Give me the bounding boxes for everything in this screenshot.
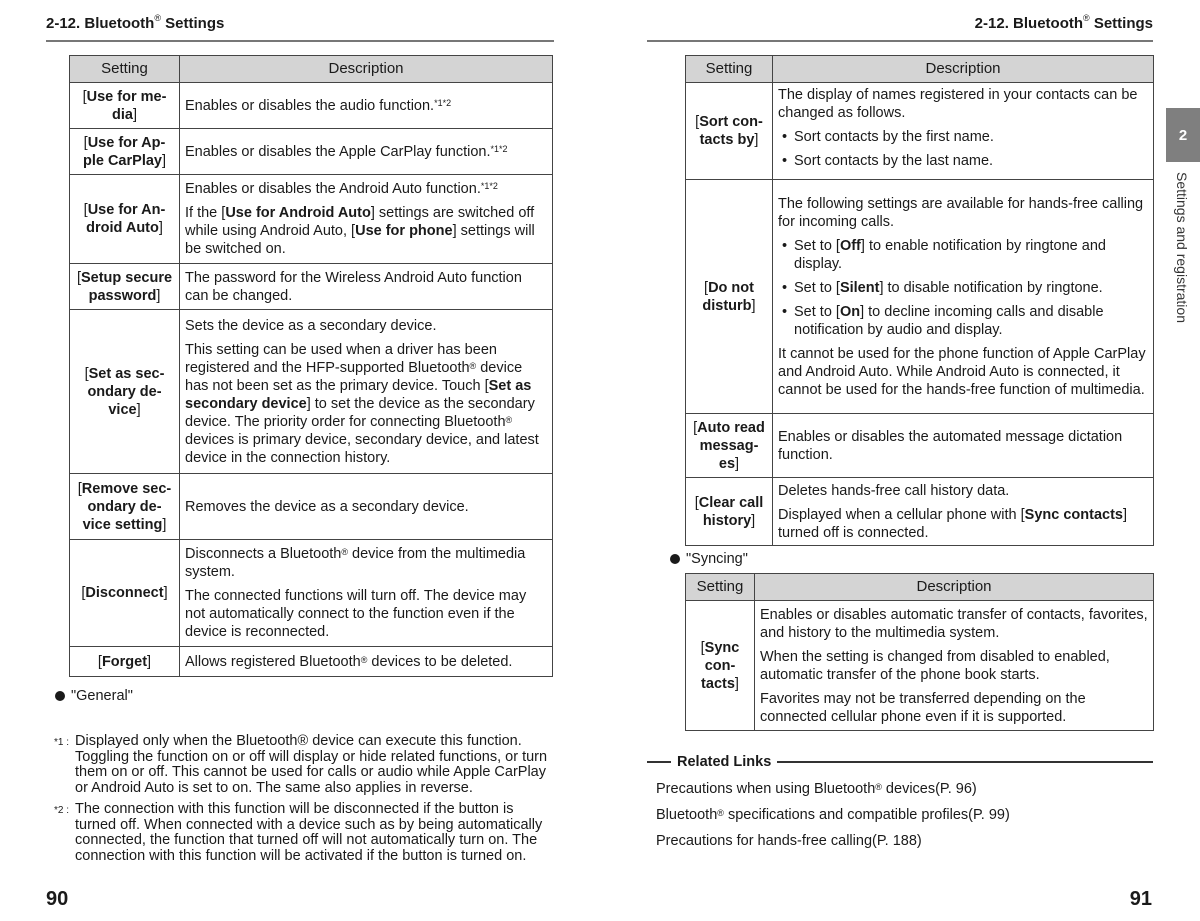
section-header: 2-12. Bluetooth® Settings <box>46 13 225 32</box>
setting-cell: [Disconnect] <box>70 540 180 647</box>
general-settings-table <box>69 55 553 677</box>
setting-cell: [Use for An- droid Auto] <box>70 175 180 264</box>
description-cell: Enables or disables the audio function.$^{*1*2}$ <box>180 83 553 129</box>
syncing-settings-table <box>685 573 1154 731</box>
description-cell: The display of names registered in your contacts can be changed as follows. • Sort contacts by the first name. • Sort contacts by the last name. <box>773 83 1154 180</box>
table-row <box>70 310 553 474</box>
table-header-row <box>686 56 1154 83</box>
right-page <box>600 0 1200 921</box>
option-list: • Set to [Off] to enable notification by ringtone and display. • Set to [Silent] to disable notification by ringtone. • Set to [On] to decline incoming calls and disable notification by audio and display. <box>778 237 1148 339</box>
related-link[interactable]: Precautions for hands-free calling(P. 188) <box>656 833 922 849</box>
table-row <box>70 175 553 264</box>
header-divider <box>46 40 554 42</box>
column-header-description: Description <box>773 56 1154 83</box>
table-row <box>70 264 553 310</box>
related-link[interactable]: Bluetooth® specifications and compatible profiles(P. 99) <box>656 807 1010 823</box>
column-header-description: Description <box>755 574 1154 601</box>
footnote-1: *1 : Displayed only when the Bluetooth® device can execute this function. Toggling the function on or off will display or hide related functions, or turn them on or off. This cannot be used for calls or audio while Apple CarPlay or Android Auto is set to on. The same also applies in reverse. <box>54 733 548 796</box>
chapter-tab[interactable]: 2 <box>1166 108 1200 162</box>
table-row <box>686 83 1154 180</box>
option-list: • Sort contacts by the first name. • Sort contacts by the last name. <box>778 128 1148 170</box>
setting-cell: [Remove sec- ondary de- vice setting] <box>70 474 180 540</box>
description-cell: The password for the Wireless Android Auto function can be changed. <box>180 264 553 310</box>
bullet-icon <box>670 554 680 564</box>
setting-cell: [Set as sec- ondary de- vice] <box>70 310 180 474</box>
setting-cell: [Sync con- tacts] <box>686 601 755 731</box>
table-row <box>70 647 553 677</box>
table-row <box>70 83 553 129</box>
setting-cell: [Use for me- dia] <box>70 83 180 129</box>
description-cell: Enables or disables automatic transfer of contacts, favorites, and history to the multimedia system. When the setting is changed from disabled to enabled, automatic transfer of the phone book starts. Favorites may not be transferred depending on the connected cellular phone even if it is supported. <box>755 601 1154 731</box>
table-row <box>70 129 553 175</box>
description-cell: Deletes hands-free call history data. Displayed when a cellular phone with [Sync contacts] turned off is connected. <box>773 478 1154 546</box>
table-row <box>70 540 553 647</box>
setting-cell: [Sort con- tacts by] <box>686 83 773 180</box>
bullet-icon <box>55 691 65 701</box>
setting-cell: [Use for Ap- ple CarPlay] <box>70 129 180 175</box>
setting-cell: [Auto read messag- es] <box>686 414 773 478</box>
phone-settings-table <box>685 55 1154 546</box>
setting-cell: [Clear call history] <box>686 478 773 546</box>
chapter-tab-label: Settings and registration <box>1174 172 1190 323</box>
section-header: 2-12. Bluetooth® Settings <box>974 13 1153 32</box>
column-header-description: Description <box>180 56 553 83</box>
page-number: 91 <box>1129 888 1152 910</box>
syncing-section-label: "Syncing" <box>670 551 748 567</box>
header-divider <box>647 40 1153 42</box>
related-links-heading: Related Links <box>647 754 1153 770</box>
setting-cell: [Setup secure password] <box>70 264 180 310</box>
description-cell: Sets the device as a secondary device. This setting can be used when a driver has been registered and the HFP-supported Bluetooth® device has not been set as the primary device. Touch [Set as secondary device] to set the device as the secondary device. The priority order for connecting Bluetooth® devices is primary device, secondary device, and latest device in the connection history. <box>180 310 553 474</box>
general-section-label: "General" <box>55 688 133 704</box>
table-row <box>686 478 1154 546</box>
table-row <box>686 601 1154 731</box>
description-cell: Removes the device as a secondary device. <box>180 474 553 540</box>
related-links <box>647 754 1153 854</box>
footnote-2: *2 : The connection with this function will be disconnected if the button is turned off. When connected with a device such as by being automatically connected, the function that turned off will not automatically turn on. The connection with this function will be activated if the button is turned on. <box>54 801 543 864</box>
column-header-setting: Setting <box>70 56 180 83</box>
description-cell: The following settings are available for hands-free calling for incoming calls. • Set to [Off] to enable notification by ringtone and display. • Set to [Silent] to disable notification by ringtone. • Set to [On] to decline incoming calls and disable notification by audio and display. It cannot be used for the phone function of Apple CarPlay and Android Auto. While Android Auto is connected, it cannot be used for the hands-free function of multimedia. <box>773 180 1154 414</box>
footnotes <box>54 734 554 870</box>
table-header-row <box>70 56 553 83</box>
page-number: 90 <box>46 888 69 910</box>
description-cell: Enables or disables the automated message dictation function. <box>773 414 1154 478</box>
description-cell: Enables or disables the Android Auto function.$^{*1*2}$ If the [Use for Android Auto] settings are switched off while using Android Auto, [Use for phone] settings will be switched on. <box>180 175 553 264</box>
description-cell: Enables or disables the Apple CarPlay function.$^{*1*2}$ <box>180 129 553 175</box>
table-row <box>70 474 553 540</box>
table-row <box>686 180 1154 414</box>
related-link[interactable]: Precautions when using Bluetooth® devices(P. 96) <box>656 781 977 797</box>
table-header-row <box>686 574 1154 601</box>
description-cell: Allows registered Bluetooth® devices to be deleted. <box>180 647 553 677</box>
description-cell: Disconnects a Bluetooth® device from the multimedia system. The connected functions will turn off. The device may not automatically connect to the function even if the device is reconnected. <box>180 540 553 647</box>
column-header-setting: Setting <box>686 56 773 83</box>
setting-cell: [Do not disturb] <box>686 180 773 414</box>
setting-cell: [Forget] <box>70 647 180 677</box>
column-header-setting: Setting <box>686 574 755 601</box>
table-row <box>686 414 1154 478</box>
